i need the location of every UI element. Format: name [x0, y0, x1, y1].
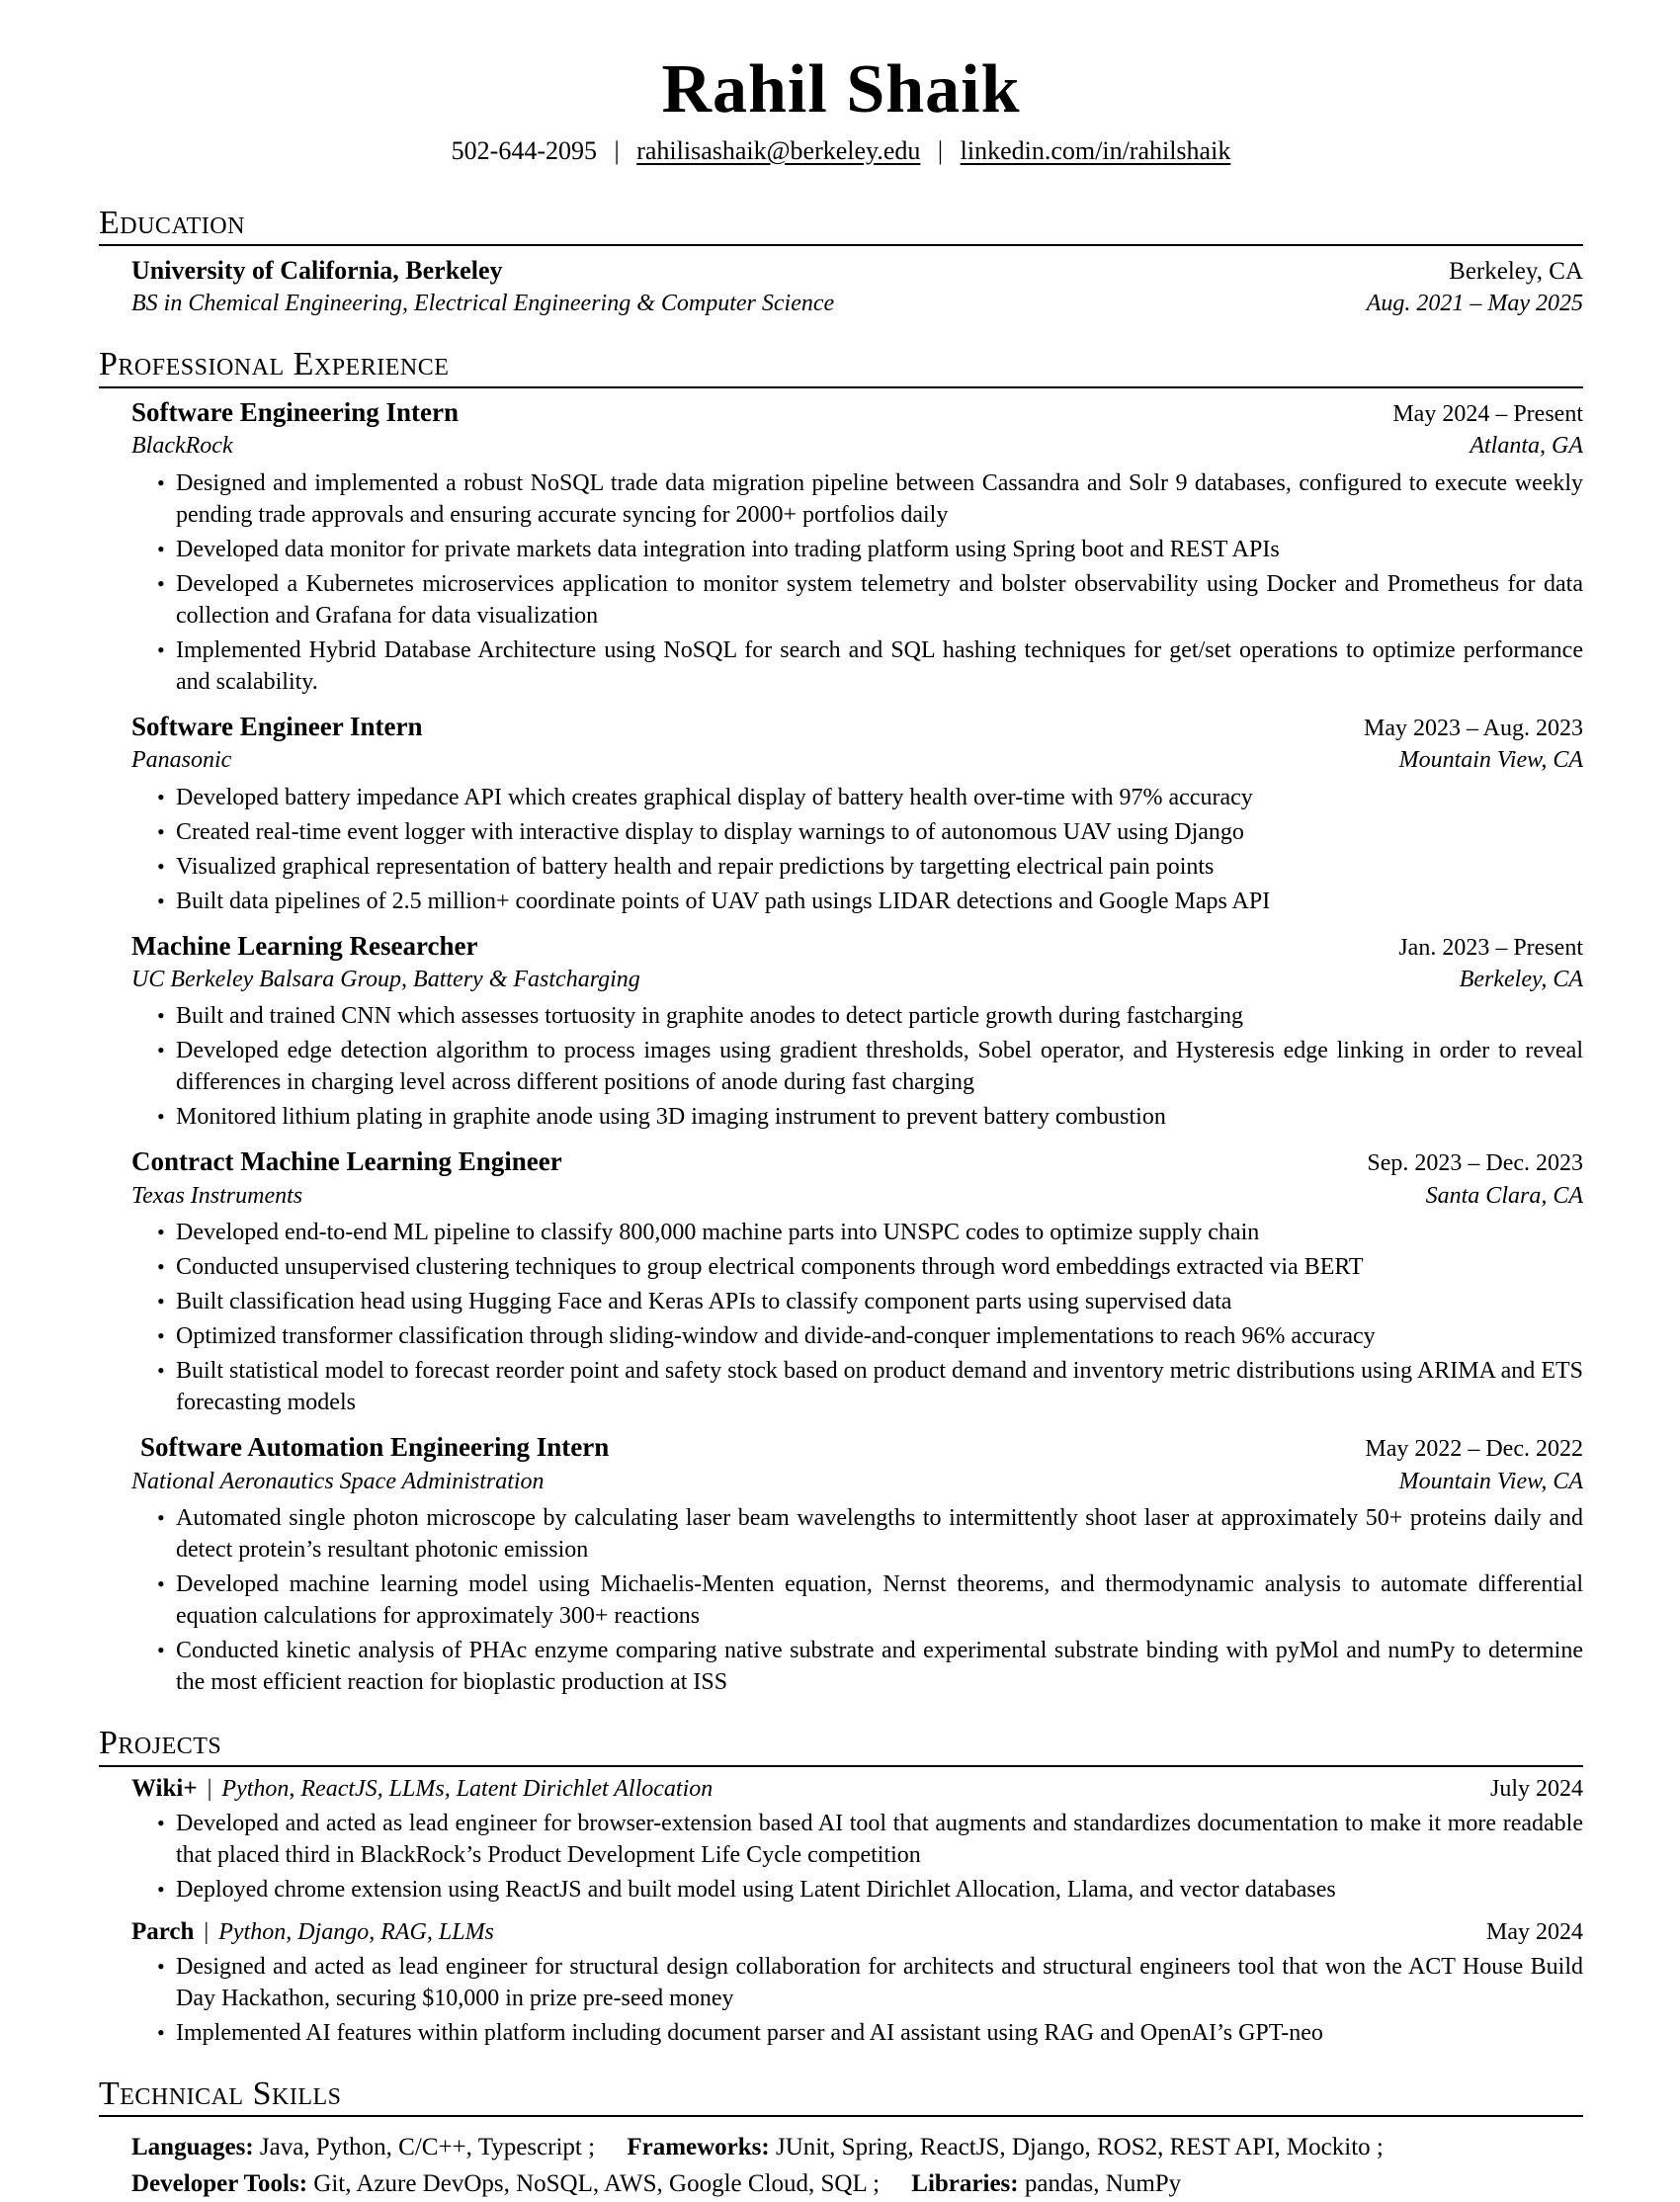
bullet-item: • Automated single photon microscope by calculating laser beam wavelengths to intermittently shoot laser at approximately 50+ proteins daily and detect protein’s resultant photonic emission	[176, 1502, 1583, 1566]
bullet-item: • Developed end-to-end ML pipeline to classify 800,000 machine parts into UNSPC codes to optimize supply chain	[176, 1217, 1583, 1248]
skill-value: JUnit, Spring, ReactJS, Django, ROS2, REST API, Mockito ;	[775, 2134, 1384, 2161]
bullet-item: • Visualized graphical representation of battery health and repair predictions by targetting electrical pain points	[176, 851, 1583, 883]
skills-section-title: Technical Skills	[99, 2075, 1583, 2117]
section-education	[99, 205, 1583, 320]
contact-line	[99, 135, 1583, 166]
company-location: Mountain View, CA	[1398, 747, 1583, 774]
degree-name: BS in Chemical Engineering, Electrical Engineering & Computer Science	[131, 290, 835, 316]
section-projects	[99, 1725, 1583, 2048]
person-name: Rahil Shaik	[661, 51, 1021, 127]
job-dates: May 2022 – Dec. 2022	[1365, 1436, 1583, 1463]
education-dates: Aug. 2021 – May 2025	[1366, 290, 1583, 316]
experience-entry	[131, 1431, 1583, 1698]
skill-label: Frameworks	[627, 2134, 762, 2161]
bullet-list	[131, 782, 1583, 917]
bullet-list	[131, 467, 1583, 698]
experience-entry	[131, 711, 1583, 917]
bullet-list	[131, 1951, 1583, 2049]
bullet-item: • Built data pipelines of 2.5 million+ coordinate points of UAV path usings LIDAR detections and Google Maps API	[176, 886, 1583, 917]
section-experience	[99, 346, 1583, 1698]
job-title: Software Engineering Intern	[131, 396, 459, 427]
job-dates: May 2024 – Present	[1392, 400, 1583, 427]
skill-value: Git, Azure DevOps, NoSQL, AWS, Google Cloud, SQL ;	[313, 2170, 881, 2198]
bullet-item: • Created real-time event logger with interactive display to display warnings to of autonomous UAV using Django	[176, 816, 1583, 848]
bullet-item: • Developed machine learning model using Michaelis-Menten equation, Nernst theorems, and thermodynamic analysis to automate differential equation calculations for approximately 300+ reactions	[176, 1568, 1583, 1632]
education-entry	[131, 254, 1583, 319]
job-dates: May 2023 – Aug. 2023	[1364, 715, 1583, 741]
project-tech-list: Python, ReactJS, LLMs, Latent Dirichlet Allocation	[221, 1775, 714, 1802]
education-section-title: Education	[99, 205, 1583, 246]
bullet-list	[131, 1502, 1583, 1698]
skill-label: Languages	[131, 2134, 246, 2161]
project-date: July 2024	[1489, 1775, 1583, 1802]
job-title: Software Engineer Intern	[131, 711, 423, 741]
project-entry	[131, 1918, 1583, 2049]
bullet-item: • Monitored lithium plating in graphite anode using 3D imaging instrument to prevent battery combustion	[176, 1101, 1583, 1133]
skill-group-languages	[131, 2134, 595, 2160]
bullet-item: • Developed edge detection algorithm to process images using gradient thresholds, Sobel operator, and Hysteresis edge linking in order to reveal differences in charging level across different positions of anode during fast charging	[176, 1035, 1583, 1098]
company-location: Mountain View, CA	[1398, 1469, 1583, 1495]
bullet-item: • Optimized transformer classification through sliding-window and divide-and-conquer implementations to reach 96% accuracy	[176, 1320, 1583, 1352]
bullet-item: • Developed and acted as lead engineer for browser-extension based AI tool that augments and standardizes documentation to make it more readable that placed third in BlackRock’s Product Development Life Cycle competition	[176, 1808, 1583, 1871]
company-name: UC Berkeley Balsara Group, Battery & Fastcharging	[131, 967, 640, 993]
skill-colon: :	[245, 2134, 260, 2161]
contact-separator: |	[937, 135, 944, 165]
project-date: May 2024	[1486, 1918, 1583, 1945]
skill-group-developer-tools	[131, 2170, 880, 2197]
skill-value: pandas, NumPy	[1024, 2170, 1182, 2198]
company-location: Atlanta, GA	[1470, 433, 1583, 460]
job-title: Contract Machine Learning Engineer	[131, 1146, 562, 1177]
skill-label: Developer Tools	[131, 2170, 299, 2198]
resume-header	[99, 53, 1583, 166]
skill-colon: :	[298, 2170, 314, 2198]
project-entry	[131, 1775, 1583, 1906]
company-location: Berkeley, CA	[1459, 967, 1583, 993]
job-dates: Jan. 2023 – Present	[1398, 934, 1583, 961]
bullet-item: • Conducted kinetic analysis of PHAc enzyme comparing native substrate and experimental substrate binding with pyMol and numPy to determine the most efficient reaction for bioplastic production at ISS	[176, 1635, 1583, 1698]
project-separator: |	[204, 1918, 210, 1945]
skill-group-frameworks	[627, 2134, 1384, 2160]
skill-group-libraries	[911, 2170, 1181, 2197]
bullet-item: • Conducted unsupervised clustering techniques to group electrical components through word embeddings extracted via BERT	[176, 1251, 1583, 1283]
skill-value: Java, Python, C/C++, Typescript ;	[259, 2134, 596, 2161]
section-skills	[99, 2075, 1583, 2202]
bullet-list	[131, 1808, 1583, 1906]
job-dates: Sep. 2023 – Dec. 2023	[1367, 1150, 1583, 1177]
company-location: Santa Clara, CA	[1425, 1183, 1583, 1210]
skill-label: Libraries	[911, 2170, 1011, 2198]
experience-entry	[131, 1145, 1583, 1418]
bullet-item: • Designed and acted as lead engineer for structural design collaboration for architects and structural engineers tool that won the ACT House Build Day Hackathon, securing $10,000 in prize pre-seed money	[176, 1951, 1583, 2014]
project-heading	[131, 1918, 494, 1946]
bullet-item: • Built statistical model to forecast reorder point and safety stock based on product demand and inventory metric distributions using ARIMA and ETS forecasting models	[176, 1355, 1583, 1418]
bullet-item: • Designed and implemented a robust NoSQL trade data migration pipeline between Cassandra and Solr 9 databases, configured to execute weekly pending trade approvals and ensuring accurate syncing for 2000+ portfolios daily	[176, 467, 1583, 531]
project-tech-list: Python, Django, RAG, LLMs	[218, 1918, 494, 1945]
projects-section-title: Projects	[99, 1725, 1583, 1766]
email-link[interactable]: rahilisashaik@berkeley.edu	[636, 135, 921, 165]
project-name: Wiki+	[131, 1774, 198, 1802]
bullet-list	[131, 1217, 1583, 1418]
bullet-item: • Built and trained CNN which assesses tortuosity in graphite anodes to detect particle growth during fastcharging	[176, 1000, 1583, 1032]
experience-entry	[131, 396, 1583, 698]
company-name: Texas Instruments	[131, 1183, 303, 1210]
company-name: National Aeronautics Space Administration	[131, 1469, 545, 1495]
skills-block	[131, 2129, 1583, 2202]
bullet-item: • Implemented Hybrid Database Architecture using NoSQL for search and SQL hashing techniques for get/set operations to optimize performance and scalability.	[176, 635, 1583, 698]
job-title: Machine Learning Researcher	[131, 930, 478, 961]
bullet-item: • Built classification head using Hugging Face and Keras APIs to classify component parts using supervised data	[176, 1286, 1583, 1317]
skill-colon: :	[1010, 2170, 1025, 2198]
phone-number: 502-644-2095	[451, 135, 597, 165]
linkedin-link[interactable]: linkedin.com/in/rahilshaik	[960, 135, 1231, 165]
skills-line	[131, 2129, 1583, 2165]
bullet-list	[131, 1000, 1583, 1133]
school-name: University of California, Berkeley	[131, 256, 503, 286]
skills-line	[131, 2165, 1583, 2202]
bullet-item: • Developed data monitor for private markets data integration into trading platform using Spring boot and REST APIs	[176, 534, 1583, 565]
project-heading	[131, 1775, 713, 1803]
project-name: Parch	[131, 1917, 195, 1945]
school-location: Berkeley, CA	[1449, 258, 1583, 286]
job-title: Software Automation Engineering Intern	[140, 1432, 610, 1463]
skill-colon: :	[761, 2134, 776, 2161]
experience-section-title: Professional Experience	[99, 346, 1583, 387]
contact-separator: |	[614, 135, 620, 165]
company-name: BlackRock	[131, 433, 233, 460]
bullet-item: • Developed a Kubernetes microservices application to monitor system telemetry and bolster observability using Docker and Prometheus for data collection and Grafana for data visualization	[176, 568, 1583, 632]
bullet-item: • Developed battery impedance API which creates graphical display of battery health over-time with 97% accuracy	[176, 782, 1583, 813]
bullet-item: • Implemented AI features within platform including document parser and AI assistant using RAG and OpenAI’s GPT-neo	[176, 2017, 1583, 2049]
company-name: Panasonic	[131, 747, 232, 774]
experience-entry	[131, 930, 1583, 1134]
project-separator: |	[207, 1775, 212, 1802]
bullet-item: • Deployed chrome extension using ReactJS and built model using Latent Dirichlet Allocation, Llama, and vector databases	[176, 1874, 1583, 1906]
